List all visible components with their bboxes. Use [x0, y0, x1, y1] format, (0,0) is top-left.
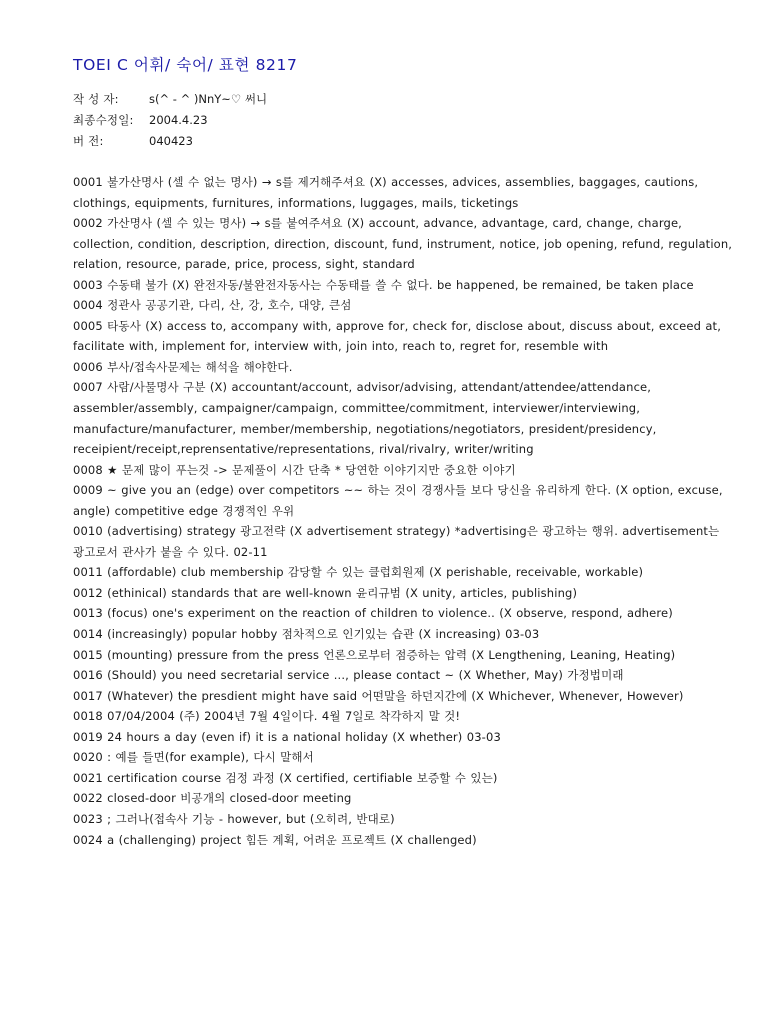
updated-row: [73, 110, 733, 131]
updated-label: 최종수정일:: [73, 113, 134, 127]
vocabulary-entry: 0024 a (challenging) project 힘든 계획, 어려운 프로젝트 (X challenged): [73, 832, 477, 847]
vocabulary-entry: 0019 24 hours a day (even if) it is a national holiday (X whether) 03-03: [73, 729, 501, 744]
vocabulary-entry: 0014 (increasingly) popular hobby 점차적으로 인기있는 습관 (X increasing) 03-03: [73, 627, 540, 642]
vocabulary-entry: 0012 (ethinical) standards that are well-known 윤리규범 (X unity, articles, publishing): [73, 585, 578, 600]
author-value: s(^ - ^ )NnY~♡ 써니: [149, 92, 268, 106]
vocabulary-entry: 0023 ; 그러나(접속사 기능 - however, but (오히려, 반대로): [73, 811, 395, 826]
version-value: 040423: [149, 134, 193, 148]
vocabulary-entry: 0003 수동태 불가 (X) 완전자동/불완전자동사는 수동태를 쓸 수 없다. be happened, be remained, be taken place: [73, 277, 694, 292]
vocabulary-entry: 0011 (affordable) club membership 감당할 수 있는 클럽회원제 (X perishable, receivable, workable): [73, 565, 644, 580]
author-label: 작 성 자:: [73, 92, 119, 106]
vocabulary-entry: 0006 부사/접속사문제는 해석을 해야한다.: [73, 359, 293, 374]
version-label: 버 전:: [73, 134, 104, 148]
vocabulary-entry: 0010 (advertising) strategy 광고전략 (X advertisement strategy) *advertising은 광고하는 행위. advertisement는 광고로서 관사가 붙을 수 있다. 02-11: [73, 524, 720, 559]
vocabulary-entry: 0015 (mounting) pressure from the press 언론으로부터 점증하는 압력 (X Lengthening, Leaning, Heating): [73, 647, 676, 662]
vocabulary-entry: 0008 ★ 문제 많이 푸는것 -> 문제풀이 시간 단축 * 당연한 이야기지만 중요한 이야기: [73, 462, 516, 477]
vocabulary-entry: 0013 (focus) one's experiment on the reaction of children to violence.. (X observe, respond, adhere): [73, 606, 673, 621]
vocabulary-entry: 0021 certification course 검정 과정 (X certified, certifiable 보증할 수 있는): [73, 770, 498, 785]
vocabulary-entry: 0005 타동사 (X) access to, accompany with, approve for, check for, disclose about, discuss about, exceed at, facilitate with, implement for, interview with, join into, reach to, regret for, resemble with: [73, 318, 722, 354]
vocabulary-entry: 0001 불가산명사 (셀 수 없는 명사) → s를 제거해주셔요 (X) accesses, advices, assemblies, baggages, cautions, clothings, equipments, furnitures, informations, luggages, mails, ticketings: [73, 175, 699, 210]
version-row: [73, 131, 733, 152]
vocabulary-entry: 0009 ~ give you an (edge) over competitors ~~ 하는 것이 경쟁사들 보다 당신을 유리하게 한다. (X option, excuse, angle) competitive edge 경쟁적인 우위: [73, 483, 723, 518]
vocabulary-entry: 0018 07/04/2004 (주) 2004년 7월 4일이다. 4월 7일로 착각하지 말 것!: [73, 709, 461, 724]
vocabulary-entry: 0016 (Should) you need secretarial service ..., please contact ~ (X Whether, May) 가정법미래: [73, 668, 624, 683]
vocabulary-entry: 0002 가산명사 (셀 수 있는 명사) → s를 붙여주셔요 (X) account, advance, advantage, card, change, charge, collection, condition, description, direction, discount, fund, instrument, notice, job opening, refund, regulation, relation, resource, parade, price, process, sight, standard: [73, 216, 733, 272]
document-meta: [73, 89, 733, 152]
vocabulary-entry: 0017 (Whatever) the presdient might have said 어떤말을 하던지간에 (X Whichever, Whenever, However): [73, 688, 684, 703]
vocabulary-entries: [73, 172, 733, 850]
updated-value: 2004.4.23: [149, 113, 208, 127]
document-page: [73, 54, 733, 850]
vocabulary-entry: 0004 정관사 공공기관, 다리, 산, 강, 호수, 대양, 큰섬: [73, 298, 352, 313]
document-title: TOEI C 어휘/ 숙어/ 표현 8217: [73, 56, 298, 74]
vocabulary-entry: 0020 : 예를 들면(for example), 다시 말해서: [73, 750, 314, 765]
vocabulary-entry: 0007 사람/사물명사 구분 (X) accountant/account, advisor/advising, attendant/attendee/attendance, assembler/assembly, campaigner/campaign, committee/commitment, interviewer/interviewing, manufacture/manufacturer, member/membership, negotiations/negotiators, president/presidency, receipient/receipt,reprensentative/representations, rival/rivalry, writer/writing: [73, 380, 657, 457]
author-row: [73, 89, 733, 110]
vocabulary-entry: 0022 closed-door 비공개의 closed-door meeting: [73, 791, 352, 806]
